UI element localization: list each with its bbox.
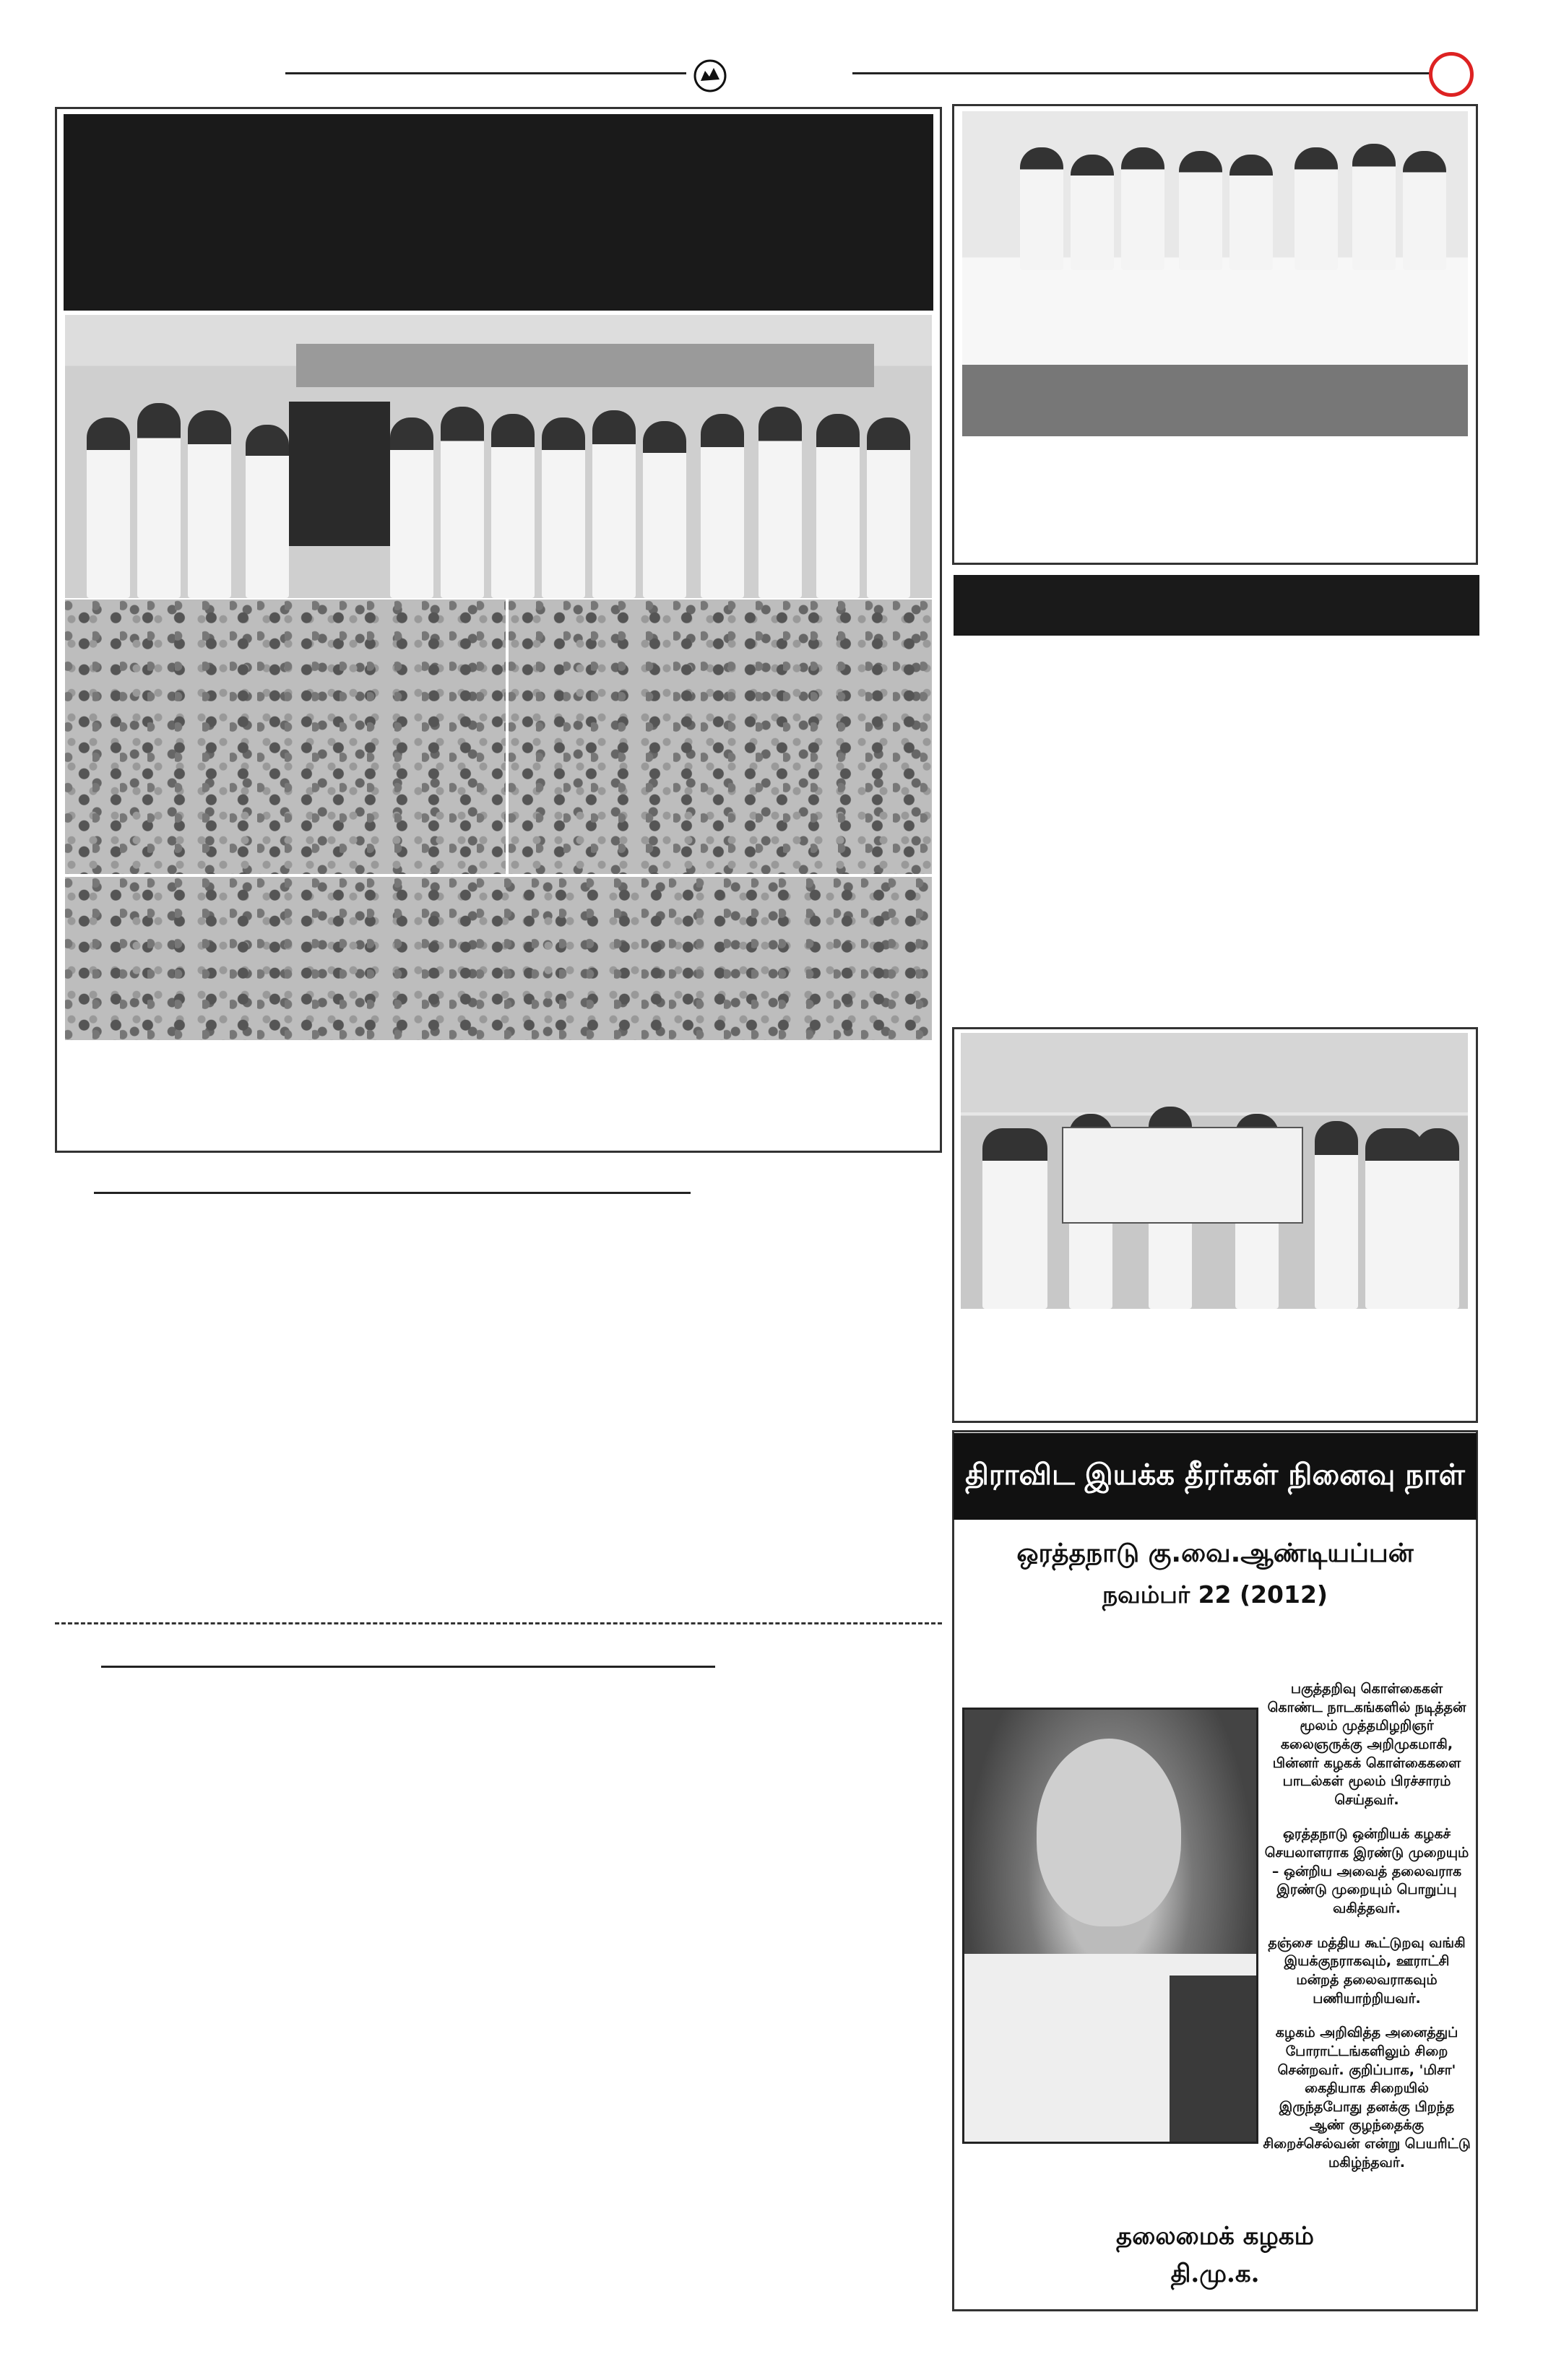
memorial-bio-para-3: தஞ்சை மத்திய கூட்டுறவு வங்கி இயக்குநராகவும், ஊராட்சி மன்றத் தலைவராகவும் பணியாற்றியவர். [1268, 1934, 1466, 2007]
memorial-portrait-photo [962, 1708, 1258, 2144]
memorial-person-name: ஒரத்தநாடு கு.வை.ஆண்டியப்பன் [1016, 1539, 1414, 1568]
main-headline-band [64, 114, 933, 311]
memorial-date: நவம்பர் 22 (2012) [1102, 1580, 1328, 1609]
header-rule-right [852, 72, 1430, 74]
memorial-heading: திராவிட இயக்க தீரர்கள் நினைவு நாள் [965, 1458, 1465, 1492]
memorial-bio-para-1: பகுத்தறிவு கொள்கைகள் கொண்ட நாடகங்களில் நடித்தன் மூலம் முத்தமிழறிஞர் கலைஞருக்கு அறிமுகமாகி, பின்னர் கழகக் கொள்கைகளை பாடல்கள் மூலம் பிரச்சாரம் செய்தவர். [1267, 1681, 1466, 1808]
stage-leaders-photo [65, 315, 932, 598]
cheque-ceremony-photo [961, 1033, 1468, 1309]
story-rule-2 [101, 1666, 715, 1668]
memorial-bio [1263, 1680, 1471, 2172]
tent-inspection-photo [962, 111, 1468, 436]
dashed-separator [55, 1622, 942, 1624]
crowd-photo-bottom [65, 877, 932, 1040]
memorial-footer-line1: தலைமைக் கழகம் [1116, 2222, 1314, 2251]
crowd-photo-left [65, 600, 506, 874]
header-rule-left [285, 72, 686, 74]
party-logo-icon [692, 58, 728, 94]
memorial-heading-band [954, 1433, 1477, 1520]
page-number-badge [1429, 52, 1474, 97]
memorial-bio-para-4: கழகம் அறிவித்த அனைத்துப் போராட்டங்களிலும் சிறை சென்றவர். குறிப்பாக, 'மிசா' கைதியாக சிறையில் இருந்தபோது தனக்கு பிறந்த ஆண் குழந்தைக்கு சிறைச்செல்வன் என்று பெயரிட்டு மகிழ்ந்தவர். [1263, 2025, 1471, 2171]
right-headline-band [954, 575, 1479, 636]
memorial-footer-line2: தி.மு.க. [1170, 2259, 1260, 2288]
story-rule-1 [94, 1192, 691, 1194]
crowd-photo-right [509, 600, 932, 874]
memorial-bio-para-2: ஒரத்தநாடு ஒன்றியக் கழகச் செயலாளராக இரண்டு முறையும் – ஒன்றிய அவைத் தலைவராக இரண்டு முறையும் பொறுப்பு வகித்தவர். [1264, 1826, 1469, 1917]
